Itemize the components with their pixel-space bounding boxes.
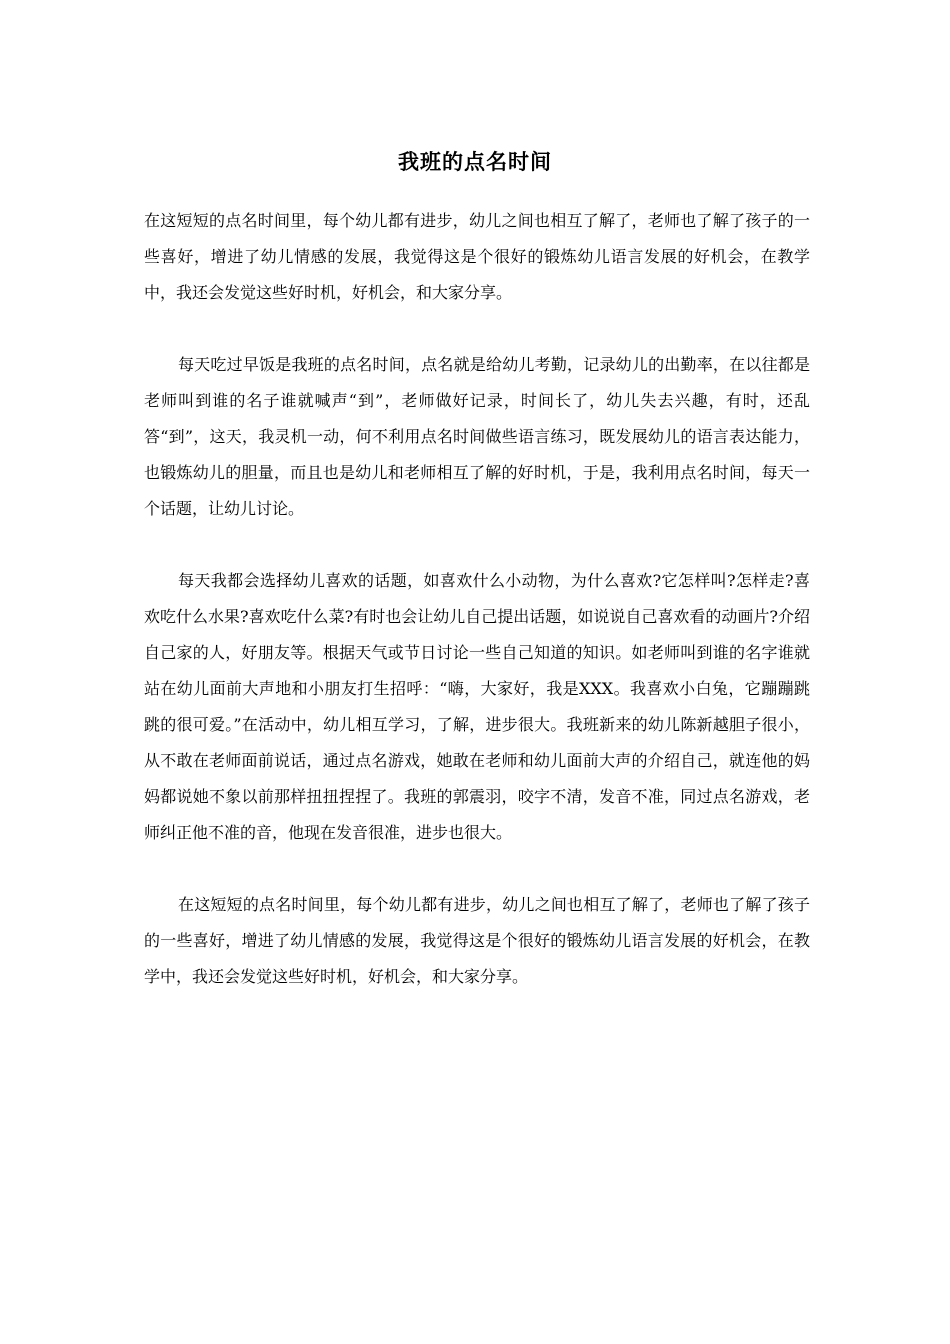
paragraph-roll-call: 每天吃过早饭是我班的点名时间，点名就是给幼儿考勤，记录幼儿的出勤率，在以往都是老师叫到谁的名子谁就喊声“到”，老师做好记录，时间长了，幼儿失去兴趣，有时，还乱答“到”，这天，我灵机一动，何不利用点名时间做些语言练习，既发展幼儿的语言表达能力，也锻炼幼儿的胆量，而且也是幼儿和老师相互了解的好时机，于是，我利用点名时间，每天一个话题，让幼儿讨论。 — [144, 355, 810, 518]
paragraph-topics: 每天我都会选择幼儿喜欢的话题，如喜欢什么小动物，为什么喜欢?它怎样叫?怎样走?喜欢吃什么水果?喜欢吃什么菜?有时也会让幼儿自己提出话题，如说说自己喜欢看的动画片?介绍自己家的人，好朋友等。根据天气或节日讨论一些自己知道的知识。如老师叫到谁的名字谁就站在幼儿面前大声地和小朋友打生招呼：“嗨，大家好，我是XXX。我喜欢小白兔，它蹦蹦跳跳的很可爱。”在活动中，幼儿相互学习，了解，进步很大。我班新来的幼儿陈新越胆子很小，从不敢在老师面前说话，通过点名游戏，她敢在老师和幼儿面前大声的介绍自己，就连他的妈妈都说她不象以前那样扭扭捏捏了。我班的郭震羽，咬字不清，发音不准，同过点名游戏，老师纠正他不准的音，他现在发音很准，进步也很大。 — [144, 571, 810, 842]
document-body — [144, 203, 810, 995]
paragraph-intro: 在这短短的点名时间里，每个幼儿都有进步，幼儿之间也相互了解了，老师也了解了孩子的一些喜好，增进了幼儿情感的发展，我觉得这是个很好的锻炼幼儿语言发展的好机会，在教学中，我还会发觉这些好时机，好机会，和大家分享。 — [144, 211, 810, 302]
paragraph-conclusion: 在这短短的点名时间里，每个幼儿都有进步，幼儿之间也相互了解了，老师也了解了孩子的一些喜好，增进了幼儿情感的发展，我觉得这是个很好的锻炼幼儿语言发展的好机会，在教学中，我还会发觉这些好时机，好机会，和大家分享。 — [144, 895, 810, 986]
page-title: 我班的点名时间 — [398, 149, 552, 174]
